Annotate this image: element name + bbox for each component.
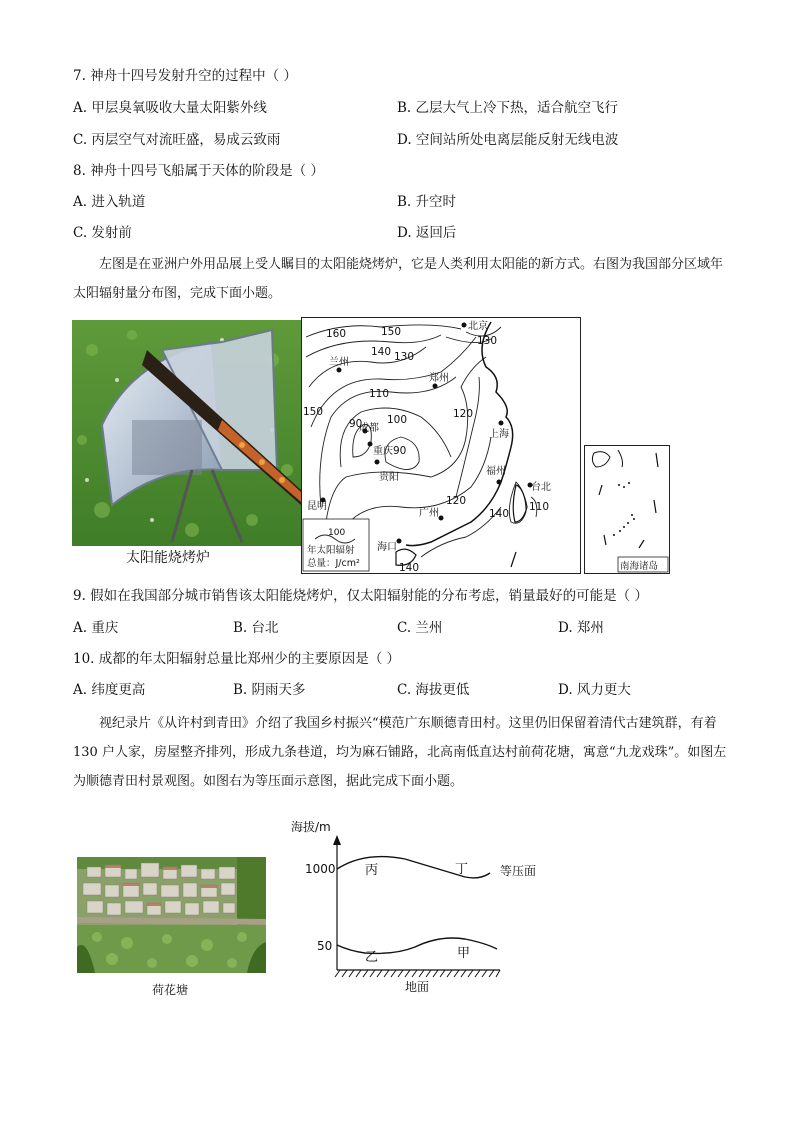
- contour-label-140: 140: [371, 346, 392, 358]
- contour-label-130-north: 130: [477, 335, 498, 347]
- q7-option-d: D. 空间站所处电离层能反射无线电波: [397, 132, 619, 148]
- q9-option-b: B. 台北: [233, 620, 279, 636]
- city-guiyang: 贵阳: [379, 472, 399, 483]
- legend-line-1: 年太阳辐射: [307, 545, 355, 556]
- city-fuzhou: 福州: [486, 466, 506, 477]
- q9-stem: 9. 假如在我国部分城市销售该太阳能烧烤炉，仅太阳辐射能的分布考虑，销量最好的可能是（ ）: [73, 588, 648, 604]
- city-kunming: 昆明: [307, 501, 327, 512]
- q7-option-c: C. 丙层空气对流旺盛，易成云致雨: [73, 132, 281, 148]
- q7-option-b: B. 乙层大气上冷下热，适合航空飞行: [397, 100, 619, 116]
- contour-label-110-taiwan: 110: [529, 501, 550, 513]
- label-yi: 乙: [365, 950, 379, 965]
- south-china-sea-inset: [584, 445, 670, 574]
- ground-label: 地面: [405, 980, 430, 994]
- label-ding: 丁: [455, 862, 469, 877]
- q8-stem: 8. 神舟十四号飞船属于天体的阶段是（ ）: [73, 163, 324, 179]
- contour-label-160: 160: [326, 328, 347, 340]
- label-jia: 甲: [457, 946, 471, 961]
- intro-paragraph-1: 左图是在亚洲户外用品展上受人瞩目的太阳能烧烤炉，它是人类利用太阳能的新方式。右图为我国部分区域年太阳辐射量分布图，完成下面小题。: [73, 257, 724, 301]
- city-zhengzhou: 郑州: [429, 373, 449, 384]
- q9-option-c: C. 兰州: [397, 620, 443, 636]
- inset-label: 南海诸岛: [620, 561, 659, 572]
- q10-option-a: A. 纬度更高: [73, 682, 146, 698]
- city-shanghai: 上海: [489, 429, 509, 440]
- q10-option-b: B. 阴雨天多: [233, 682, 306, 698]
- map-legend: [303, 519, 369, 571]
- q8-option-d: D. 返回后: [397, 225, 457, 241]
- contour-label-90-left: 90: [349, 418, 363, 430]
- q7-stem: 7. 神舟十四号发射升空的过程中（ ）: [73, 68, 297, 84]
- contour-label-130: 130: [394, 351, 415, 363]
- legend-line-2: 总量：J/cm²: [307, 558, 360, 569]
- contour-label-150-west: 150: [303, 406, 324, 418]
- solar-cooker-photo: [72, 320, 301, 546]
- q7-option-a: A. 甲层臭氧吸收大量太阳紫外线: [73, 100, 267, 116]
- contour-label-150: 150: [381, 326, 402, 338]
- village-lotus-pond-photo: [77, 857, 266, 973]
- q10-option-d: D. 风力更大: [558, 682, 631, 698]
- city-beijing: 北京: [468, 321, 488, 332]
- city-guangzhou: 广州: [419, 508, 439, 519]
- q10-stem: 10. 成都的年太阳辐射总量比郑州少的主要原因是（ ）: [73, 651, 401, 667]
- city-haikou: 海口: [377, 542, 397, 553]
- isobar-diagram: [285, 815, 555, 1000]
- contour-label-90-right: 90: [393, 445, 407, 457]
- q8-option-c: C. 发射前: [73, 225, 132, 241]
- contour-label-140-south: 140: [489, 508, 510, 520]
- solar-radiation-map: [301, 317, 581, 574]
- tick-1000: 1000: [305, 862, 336, 876]
- label-bing: 丙: [365, 863, 379, 878]
- q9-option-a: A. 重庆: [73, 620, 119, 636]
- q8-option-b: B. 升空时: [397, 194, 457, 210]
- y-axis-label: 海拔/m: [291, 820, 331, 834]
- intro-paragraph-2: 视纪录片《从许村到青田》介绍了我国乡村振兴“模范广东顺德青田村。这里仍旧保留着清代古建筑群，有着 130 户人家，房屋整齐排列，形成九条巷道，均为麻石铺路，北高南低直达村前荷花塘，寓意“九龙戏珠”。如图左为顺德青田村景观图。如图右为等压面示意图，据此完成下面小题。: [73, 716, 727, 789]
- solar-cooker-caption: 太阳能烧烤炉: [126, 550, 210, 566]
- contour-label-140-hainan: 140: [399, 562, 420, 574]
- contour-label-110: 110: [369, 388, 390, 400]
- contour-label-120-south: 120: [446, 495, 467, 507]
- q8-option-a: A. 进入轨道: [73, 194, 146, 210]
- contour-label-100: 100: [387, 414, 408, 426]
- lotus-pond-caption: 荷花塘: [152, 983, 189, 997]
- city-chengdu: 成都: [359, 423, 379, 434]
- city-taipei: 台北: [531, 482, 551, 493]
- q9-option-d: D. 郑州: [558, 620, 604, 636]
- q10-option-c: C. 海拔更低: [397, 682, 470, 698]
- contour-label-120-east: 120: [453, 408, 474, 420]
- legend-value: 100: [328, 528, 346, 538]
- city-lanzhou: 兰州: [329, 357, 349, 368]
- city-chongqing: 重庆: [373, 446, 393, 457]
- isobar-label: 等压面: [500, 864, 537, 878]
- tick-50: 50: [317, 939, 333, 953]
